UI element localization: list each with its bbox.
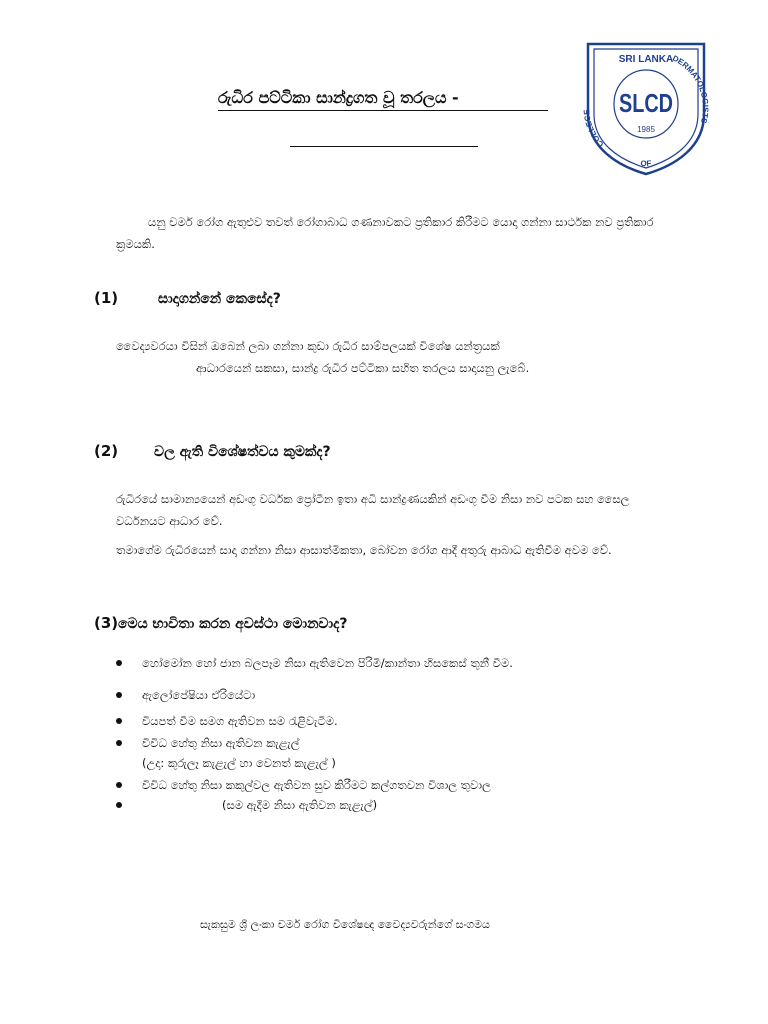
footer-credit: සැකසුම ශ්‍රී ලංකා චර්ම රෝග විශේෂඥ වෛද්‍යවරුන්ගේ සංගමය bbox=[200, 918, 490, 931]
svg-text:OF bbox=[640, 159, 651, 168]
section-1-paragraph-1: වෛද්‍යවරයා විසින් ඔබෙන් ලබා ගන්නා කුඩා රුධිර සාම්පලයක් විශේෂ යන්ත්‍රයක් bbox=[116, 339, 500, 353]
section-2-paragraph-1: රුධිරයේ සාමාන්‍යයෙන් අඩංගු වර්ධක ප්‍රෝටීන ඉතා අධි සාන්ද්‍රණයකින් අඩංගු වීම නිසා නව පටක සහ සෛල වර්ධනයට ආධාර වේ. bbox=[116, 492, 630, 528]
section-1-number: (1) bbox=[94, 289, 119, 307]
logo-top-text: SRI LANKA bbox=[618, 54, 674, 65]
section-1-heading: සාදාගන්නේ කෙසේද? bbox=[158, 291, 281, 307]
logo-initials: SLCD bbox=[619, 88, 673, 118]
list-item-sub: (උදා: කුරුලෑ කැළැල් හා වෙනත් කැළැල් ) bbox=[142, 756, 336, 770]
section-2-paragraph-2: තමාගේම රුධිරයෙන් සාදා ගන්නා නිසා ආසාත්මිකතා, බෝවන රෝග ආදී අතුරු ආබාධ ඇතිවීම අවම වේ. bbox=[116, 543, 612, 557]
section-3-number: (3) bbox=[94, 614, 119, 632]
bullet-icon bbox=[116, 660, 122, 666]
title-blank-line bbox=[290, 146, 478, 147]
list-item: වියපත් වීම සමග ඇතිවන සම රැළිවැටීම. bbox=[116, 714, 338, 729]
logo-year: 1985 bbox=[637, 125, 655, 134]
section-3-heading: මෙය භාවිතා කරන අවස්ථා මොනවාද? bbox=[118, 616, 348, 632]
list-item: (සම ඇදීම නිසා ඇතිවන කැළැල්) bbox=[116, 798, 377, 813]
list-item: ඇලෝපේෂියා ඒරියේටා bbox=[116, 688, 255, 703]
section-2-heading: වල ඇති විශේෂත්වය කුමක්ද? bbox=[154, 444, 331, 460]
intro-paragraph: යනු චර්ම රෝග ඇතුළුව තවත් රෝගාබාධ ගණනාවකට ප්‍රතිකාර කිරීමට යොදා ගන්නා සාර්ථක නව ප්‍රතිකාර ක්‍රමයකි. bbox=[116, 215, 654, 251]
page-title: රුධිර පට්ටිකා සාන්ද්‍රගත වූ තරලය - bbox=[218, 88, 548, 111]
bullet-icon bbox=[116, 782, 122, 788]
list-item: විවිධ හේතු නිසා ඇතිවන කැළැල් bbox=[116, 736, 300, 751]
bullet-icon bbox=[116, 740, 122, 746]
logo-ring-bottom: OF bbox=[640, 158, 652, 169]
list-item: හෝමෝන හෝ ජාන බලපෑම නිසා ඇතිවෙන පිරිමි/කාන්තා හිසකෙස් තුනී වීම. bbox=[116, 656, 513, 671]
section-2-number: (2) bbox=[94, 442, 119, 460]
bullet-icon bbox=[116, 718, 122, 724]
slcd-logo bbox=[582, 36, 710, 176]
section-1-paragraph-2: ආධාරයෙන් සකසා, සාන්ද්‍ර රුධිර පට්ටිකා සහිත තරලය සාදායනු ලැබේ. bbox=[196, 361, 530, 375]
bullet-icon bbox=[116, 802, 122, 808]
logo-ring-right: DERMATOLOGISTS bbox=[671, 53, 710, 125]
list-item: විවිධ හේතු නිසා කකුල්වල ඇතිවන සුව කිරීමට කල්ගතවන විශාල තුවාල bbox=[116, 778, 491, 793]
bullet-icon bbox=[116, 692, 122, 698]
logo-ring-left: COLLEGE bbox=[582, 108, 606, 149]
